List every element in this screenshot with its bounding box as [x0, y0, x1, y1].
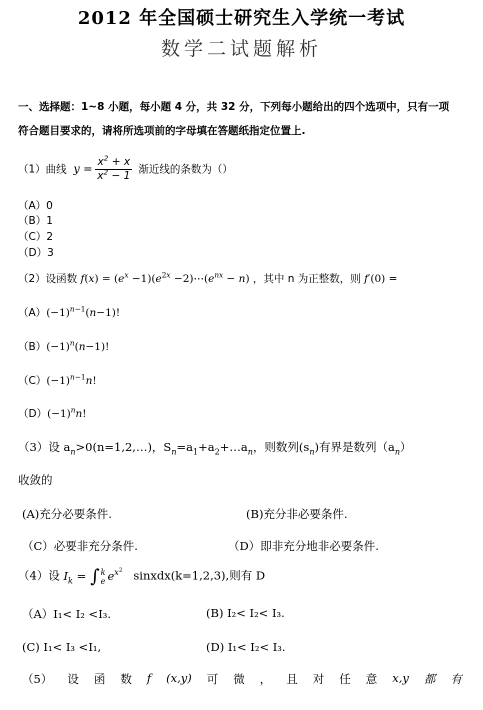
q3-option-b: (B)充分非必要条件.: [246, 507, 348, 521]
q3-option-a: (A)充分必要条件.: [22, 507, 112, 521]
question-1-stem: [18, 153, 233, 183]
q2-end: =: [388, 273, 398, 285]
q4-option-b: (B) I₂< I₂< I₃.: [206, 606, 285, 620]
q2-suffix: ，其中 n 为正整数，则: [252, 273, 361, 285]
q2-formula: $f(x) = (e^x -1)(e^{2x}$ $-2)\cdots(e^{nx} - n)$: [80, 270, 250, 285]
q1-option-a: （A）0: [18, 200, 53, 212]
exam-title: 2012 年全国硕士研究生入学统一考试: [77, 8, 406, 29]
section-instructions-line1: 一、选择题：1~8 小题，每小题 4 分，共 32 分，下列每小题给出的四个选项中，只有一项: [18, 101, 450, 113]
q1-formula: y =: [70, 162, 93, 176]
q4-integral: $I_k = \int k$ e $e^{x^2}$: [63, 566, 123, 587]
q2-prefix: （2）设函数: [18, 273, 78, 285]
q1-fraction: $\frac{x^2 + x}{x^2 - 1}$: [97, 153, 131, 182]
q2-derivative: f′(0): [364, 273, 386, 285]
q2-option-b: $(B)(-1)^n(n-1)$!: [18, 338, 110, 353]
q1-option-b: （B）1: [18, 215, 53, 227]
exam-subtitle: 数学二试题解析: [160, 38, 322, 60]
q1-suffix: 渐近线的条数为（）: [138, 163, 233, 176]
q3-option-c: （C）必要非充分条件.: [22, 539, 138, 553]
question-4-stem: （4）设 $I_k = \int k$ e $e^{x^2}$ sinxdx(k=1,2,3),则有 D: [18, 566, 266, 587]
question-3-line1: （3）设 $a_n>0(n=1,2,\dots)$，$S_n=a_1+a_2+\dots a_n$，则数列$(s_n)$有界是数列$(a_n)$: [18, 440, 412, 457]
q2-option-c: $(C)(-1)^{n-1}n$!: [18, 372, 97, 387]
question-2-stem: [18, 271, 397, 286]
q3-option-d: （D）即非充分地非必要条件.: [228, 539, 379, 553]
q1-option-c: （C）2: [18, 231, 54, 243]
q1-prefix: （1）曲线: [18, 163, 67, 176]
q4-option-d: (D) I₁< I₂< I₃.: [206, 640, 286, 654]
q4-option-a: （A）I₁< I₂ <I₃.: [22, 607, 112, 621]
section-instructions-line2: 符合题目要求的，请将所选项前的字母填在答题纸指定位置上.: [18, 125, 306, 137]
q2-option-d: $(D)(-1)^nn$!: [18, 405, 87, 420]
question-5-stem: （5） 设 函 数 f (x,y) 可 微 ， 且 对 任 意 x,y 都 有: [22, 671, 462, 686]
q2-option-a: $(A)(-1)^{n-1}(n-1)$!: [18, 304, 121, 319]
q4-option-c: (C) I₁< I₃ <I₁,: [22, 640, 102, 654]
question-3-line2: 收敛的: [18, 473, 53, 487]
q1-option-d: （D）3: [18, 247, 54, 259]
